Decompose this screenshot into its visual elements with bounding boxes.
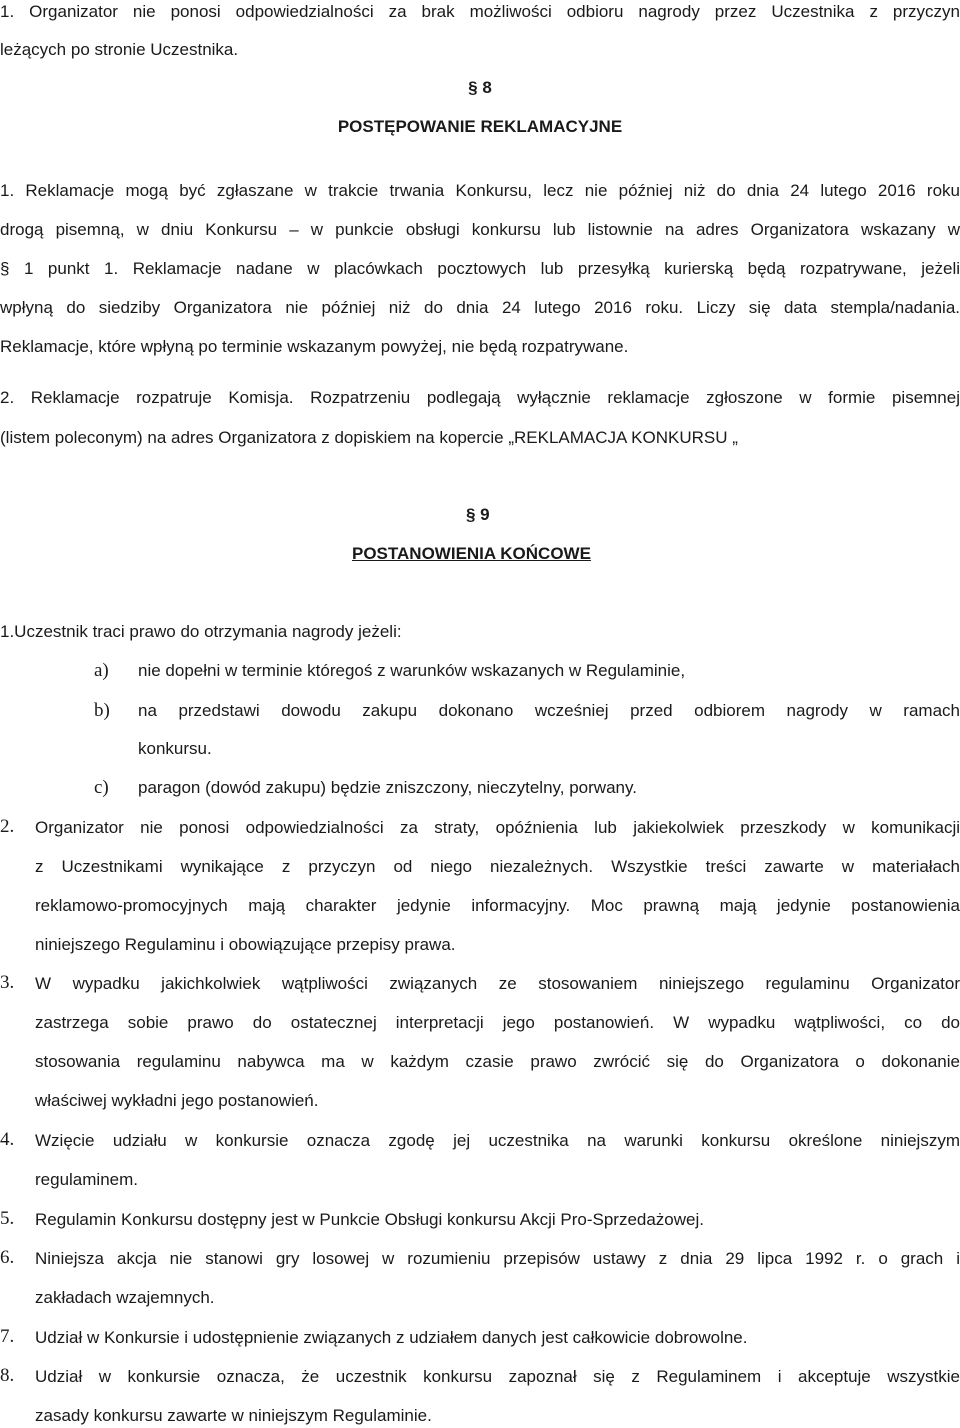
item1-line2: leżących po stronie Uczestnika. <box>0 40 239 59</box>
item4-line1: Wzięcie udziału w konkursie oznacza zgodę jej uczestnika na warunki konkursu określone niniejszym <box>35 1131 960 1150</box>
item3-number: 3. <box>0 972 15 993</box>
item6-line1: Niniejsza akcja nie stanowi gry losowej w rozumieniu przepisów ustawy z dnia 29 lipca 1992 r. o grach i <box>35 1249 960 1268</box>
item7-number: 7. <box>0 1326 15 1347</box>
sub-a-label: a) <box>94 660 109 681</box>
section9-title: POSTANOWIENIA KOŃCOWE <box>352 544 591 563</box>
item2-line1: Organizator nie ponosi odpowiedzialności za straty, opóźnienia lub jakiekolwiek przeszkody w komunikacji <box>35 818 960 837</box>
item3-line3: stosowania regulaminu nabywca ma w każdym czasie prawo zwrócić się do Organizatora o dokonanie <box>35 1052 960 1071</box>
item6-line2: zakładach wzajemnych. <box>35 1288 215 1307</box>
item2-number: 2. <box>0 816 15 837</box>
sub-a-text: nie dopełni w terminie któregoś z warunków wskazanych w Regulaminie, <box>138 661 686 680</box>
s8-p1-line5: Reklamacje, które wpłyną po terminie wskazanym powyżej, nie będą rozpatrywane. <box>0 337 629 356</box>
item4-line2: regulaminem. <box>35 1170 138 1189</box>
s8-p1-line3: § 1 punkt 1. Reklamacje nadane w placówkach pocztowych lub przesyłką kurierską będą rozpatrywane, jeżeli <box>0 259 960 278</box>
item5-number: 5. <box>0 1208 15 1229</box>
s8-p1-line1: 1. Reklamacje mogą być zgłaszane w trakcie trwania Konkursu, lecz nie później niż do dnia 24 lutego 2016 roku <box>0 181 960 200</box>
item2-line4: niniejszego Regulaminu i obowiązujące przepisy prawa. <box>35 935 456 954</box>
sub-c-label: c) <box>94 777 109 798</box>
section8-title: POSTĘPOWANIE REKLAMACYJNE <box>337 117 623 136</box>
section8-number: § 8 <box>468 78 492 97</box>
s8-p1-line2: drogą pisemną, w dniu Konkursu – w punkcie obsługi konkursu lub listownie na adres Organizatora wskazany w <box>0 220 960 239</box>
sub-b-line1: na przedstawi dowodu zakupu dokonano wcześniej przed odbiorem nagrody w ramach <box>138 701 960 720</box>
item4-number: 4. <box>0 1129 15 1150</box>
s8-p2-line1: 2. Reklamacje rozpatruje Komisja. Rozpatrzeniu podlegają wyłącznie reklamacje zgłoszone w formie pisemnej <box>0 388 960 407</box>
item1-line1: 1. Organizator nie ponosi odpowiedzialności za brak możliwości odbioru nagrody przez Uczestnika z przyczyn <box>0 2 960 21</box>
item8-line2: zasady konkursu zawarte w niniejszym Regulaminie. <box>35 1406 432 1425</box>
s8-p2-line2: (listem poleconym) na adres Organizatora z dopiskiem na kopercie „REKLAMACJA KONKURSU „ <box>0 428 738 447</box>
item3-line4: właściwej wykładni jego postanowień. <box>35 1091 319 1110</box>
item7-line1: Udział w Konkursie i udostępnienie związanych z udziałem danych jest całkowicie dobrowolne. <box>35 1328 748 1347</box>
sub-b-label: b) <box>94 700 110 721</box>
s9-intro: 1.Uczestnik traci prawo do otrzymania nagrody jeżeli: <box>0 622 402 641</box>
item3-line1: W wypadku jakichkolwiek wątpliwości związanych ze stosowaniem niniejszego regulaminu Organizator <box>35 974 960 993</box>
sub-c-text: paragon (dowód zakupu) będzie zniszczony, nieczytelny, porwany. <box>138 778 637 797</box>
item3-line2: zastrzega sobie prawo do ostatecznej interpretacji jego postanowień. W wypadku wątpliwości, co do <box>35 1013 960 1032</box>
item5-line1: Regulamin Konkursu dostępny jest w Punkcie Obsługi konkursu Akcji Pro-Sprzedażowej. <box>35 1210 704 1229</box>
item8-number: 8. <box>0 1365 15 1386</box>
sub-b-line2: konkursu. <box>138 739 212 758</box>
item2-line3: reklamowo-promocyjnych mają charakter jedynie informacyjny. Moc prawną mają jedynie postanowienia <box>35 896 960 915</box>
item6-number: 6. <box>0 1247 15 1268</box>
item8-line1: Udział w konkursie oznacza, że uczestnik konkursu zapoznał się z Regulaminem i akceptuje wszystkie <box>35 1367 960 1386</box>
section9-number: § 9 <box>466 505 490 524</box>
item2-line2: z Uczestnikami wynikające z przyczyn od niego niezależnych. Wszystkie treści zawarte w materiałach <box>35 857 960 876</box>
s8-p1-line4: wpłyną do siedziby Organizatora nie później niż do dnia 24 lutego 2016 roku. Liczy się data stempla/nadania. <box>0 298 960 317</box>
